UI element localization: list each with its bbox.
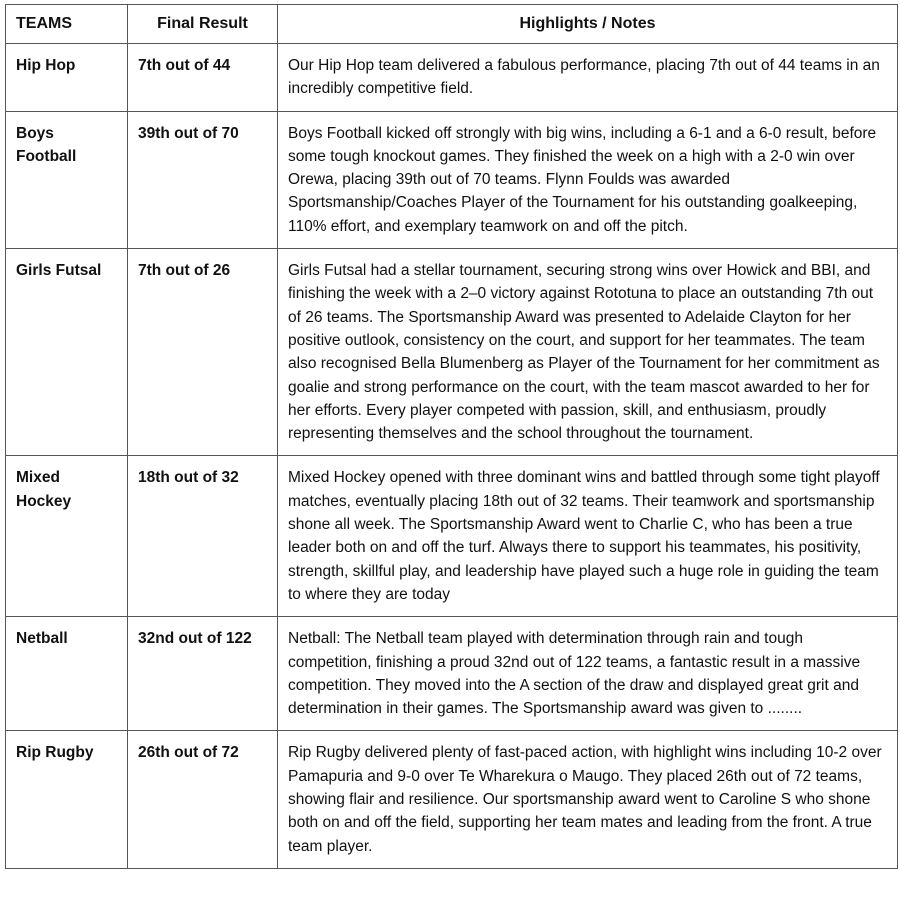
team-name: Rip Rugby xyxy=(6,731,128,868)
table-row xyxy=(6,111,898,248)
team-name: Hip Hop xyxy=(6,44,128,112)
team-name: Mixed Hockey xyxy=(6,456,128,617)
header-row xyxy=(6,5,898,44)
highlights-notes: Our Hip Hop team delivered a fabulous performance, placing 7th out of 44 teams in an incredibly competitive field. xyxy=(278,44,898,112)
final-result: 39th out of 70 xyxy=(128,111,278,248)
highlights-notes: Netball: The Netball team played with determination through rain and tough competition, finishing a proud 32nd out of 122 teams, a fantastic result in a massive competition. They moved into the A section of the draw and displayed great grit and determination in their games. The Sportsmanship award was given to ........ xyxy=(278,617,898,731)
table-row xyxy=(6,456,898,617)
final-result: 32nd out of 122 xyxy=(128,617,278,731)
final-result: 7th out of 44 xyxy=(128,44,278,112)
team-name: Girls Futsal xyxy=(6,249,128,456)
final-result: 26th out of 72 xyxy=(128,731,278,868)
results-table xyxy=(5,4,898,869)
team-name: Boys Football xyxy=(6,111,128,248)
highlights-notes: Girls Futsal had a stellar tournament, securing strong wins over Howick and BBI, and finishing the week with a 2–0 victory against Rototuna to place an outstanding 7th out of 26 teams. The Sportsmanship Award was presented to Adelaide Clayton for her positive outlook, consistency on the court, and support for her teammates. The team also recognised Bella Blumenberg as Player of the Tournament for her commitment as goalie and strong performance on the court, with the team mascot awarded to her for her efforts. Every player competed with passion, skill, and enthusiasm, proudly representing themselves and the school throughout the tournament. xyxy=(278,249,898,456)
table-row xyxy=(6,44,898,112)
final-result: 18th out of 32 xyxy=(128,456,278,617)
header-final-result: Final Result xyxy=(128,5,278,44)
header-highlights: Highlights / Notes xyxy=(278,5,898,44)
header-teams: TEAMS xyxy=(6,5,128,44)
final-result: 7th out of 26 xyxy=(128,249,278,456)
table-row xyxy=(6,617,898,731)
table-row xyxy=(6,249,898,456)
team-name: Netball xyxy=(6,617,128,731)
table-row xyxy=(6,731,898,868)
highlights-notes: Mixed Hockey opened with three dominant wins and battled through some tight playoff matches, eventually placing 18th out of 32 teams. Their teamwork and sportsmanship shone all week. The Sportsmanship Award went to Charlie C, who has been a true leader both on and off the turf. Always there to support his teammates, his positivity, strength, skillful play, and leadership have played such a huge role in guiding the team to where they are today xyxy=(278,456,898,617)
highlights-notes: Rip Rugby delivered plenty of fast-paced action, with highlight wins including 10-2 over Pamapuria and 9-0 over Te Wharekura o Maugo. They placed 26th out of 72 teams, showing flair and resilience. Our sportsmanship award went to Caroline S who shone both on and off the field, supporting her team mates and leading from the front. A true team player. xyxy=(278,731,898,868)
highlights-notes: Boys Football kicked off strongly with big wins, including a 6-1 and a 6-0 result, before some tough knockout games. They finished the week on a high with a 2-0 win over Orewa, placing 39th out of 70 teams. Flynn Foulds was awarded Sportsmanship/Coaches Player of the Tournament for his outstanding goalkeeping, 110% effort, and exemplary teamwork on and off the pitch. xyxy=(278,111,898,248)
